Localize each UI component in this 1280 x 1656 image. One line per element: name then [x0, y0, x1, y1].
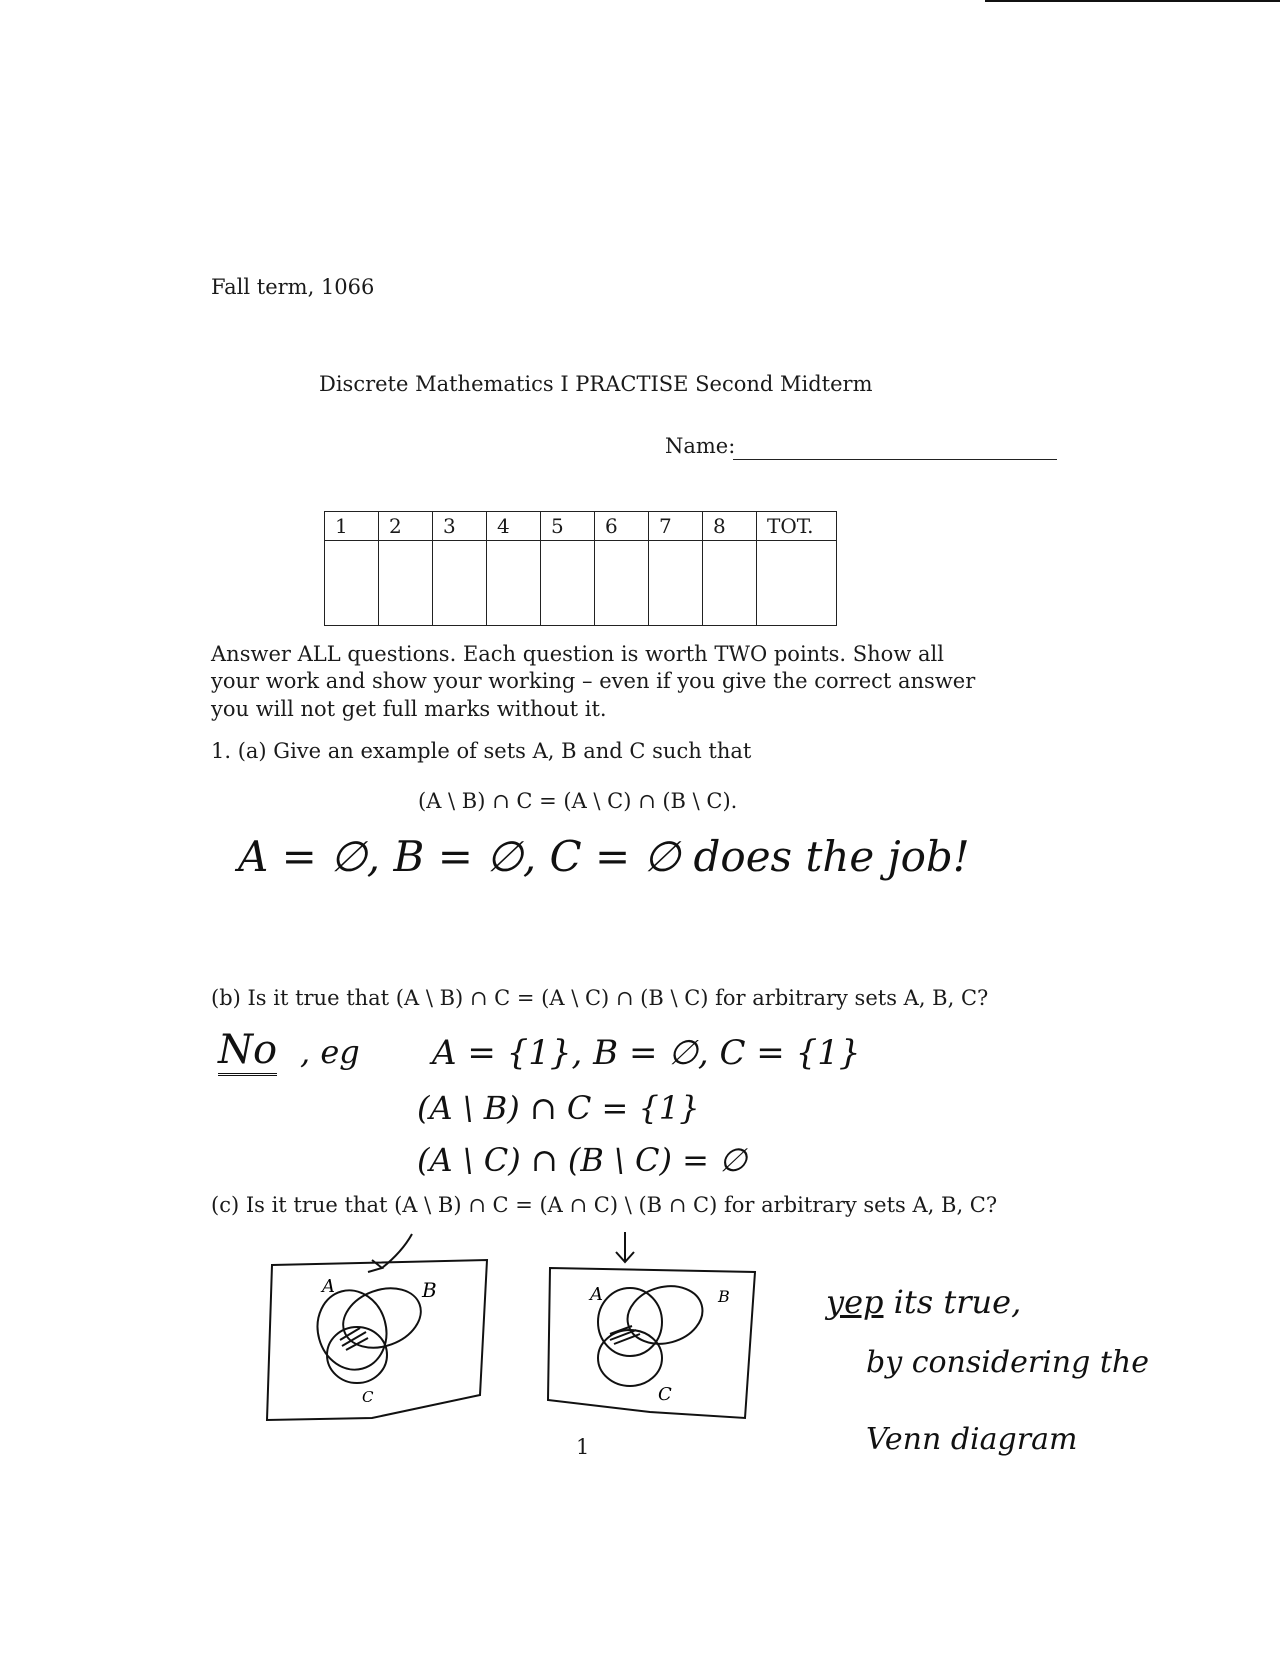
handwritten-conclusion-1: [826, 1283, 1021, 1321]
handwritten-yep: yep: [826, 1283, 884, 1321]
question-1b-prompt: (b) Is it true that (A \ B) ∩ C = (A \ C) ∩ (B \ C) for arbitrary sets A, B, C?: [211, 986, 989, 1010]
score-col-header: 2: [379, 512, 433, 541]
handwritten-eg: , eg: [300, 1033, 360, 1071]
question-1c-prompt: (c) Is it true that (A \ B) ∩ C = (A ∩ C) \ (B ∩ C) for arbitrary sets A, B, C?: [211, 1193, 998, 1217]
question-1a-equation: (A \ B) ∩ C = (A \ C) ∩ (B \ C).: [418, 789, 738, 813]
page-number: 1: [576, 1435, 590, 1459]
venn-label-c: C: [362, 1388, 374, 1406]
score-cell[interactable]: [433, 541, 487, 626]
score-col-header: 8: [703, 512, 757, 541]
handwritten-line-2: (A \ B) ∩ C = {1}: [417, 1089, 700, 1127]
handwritten-line-3: (A \ C) ∩ (B \ C) = ∅: [417, 1141, 747, 1179]
score-col-header: 1: [325, 512, 379, 541]
venn-label-a: A: [590, 1284, 603, 1305]
handwritten-counterexample: A = {1}, B = ∅, C = {1}: [432, 1033, 861, 1073]
score-cell[interactable]: [757, 541, 837, 626]
handwritten-conclusion-3: Venn diagram: [866, 1422, 1078, 1457]
score-cell[interactable]: [595, 541, 649, 626]
venn-diagram-left: [262, 1230, 492, 1430]
score-col-header: 6: [595, 512, 649, 541]
term-label: Fall term, 1066: [211, 275, 375, 299]
score-cell[interactable]: [703, 541, 757, 626]
venn-label-a: A: [322, 1276, 335, 1297]
exam-title: Discrete Mathematics I PRACTISE Second Midterm: [319, 372, 873, 396]
score-col-header: 7: [649, 512, 703, 541]
name-field-line[interactable]: [733, 459, 1057, 460]
score-cell[interactable]: [487, 541, 541, 626]
score-table: [324, 511, 837, 626]
score-cell[interactable]: [649, 541, 703, 626]
instructions: Answer ALL questions. Each question is worth TWO points. Show all your work and show your working – even if you give the correct answer you will not get full marks without it.: [211, 642, 976, 721]
name-label: Name:: [665, 434, 736, 458]
venn-label-b: B: [718, 1287, 730, 1306]
handwritten-answer-1a: A = ∅, B = ∅, C = ∅ does the job!: [238, 832, 970, 881]
score-cell[interactable]: [541, 541, 595, 626]
score-col-header: TOT.: [757, 512, 837, 541]
handwritten-no: No: [218, 1027, 277, 1076]
score-col-header: 3: [433, 512, 487, 541]
venn-diagram-right: [540, 1230, 770, 1430]
venn-label-c: C: [658, 1384, 672, 1405]
score-cell[interactable]: [379, 541, 433, 626]
score-cell[interactable]: [325, 541, 379, 626]
score-col-header: 5: [541, 512, 595, 541]
handwritten-its-true: its true,: [883, 1283, 1022, 1321]
venn-label-b: B: [422, 1278, 437, 1302]
handwritten-conclusion-2: by considering the: [866, 1345, 1149, 1380]
top-edge-rule: [985, 0, 1280, 2]
score-col-header: 4: [487, 512, 541, 541]
question-1a-prompt: 1. (a) Give an example of sets A, B and C such that: [211, 739, 752, 763]
